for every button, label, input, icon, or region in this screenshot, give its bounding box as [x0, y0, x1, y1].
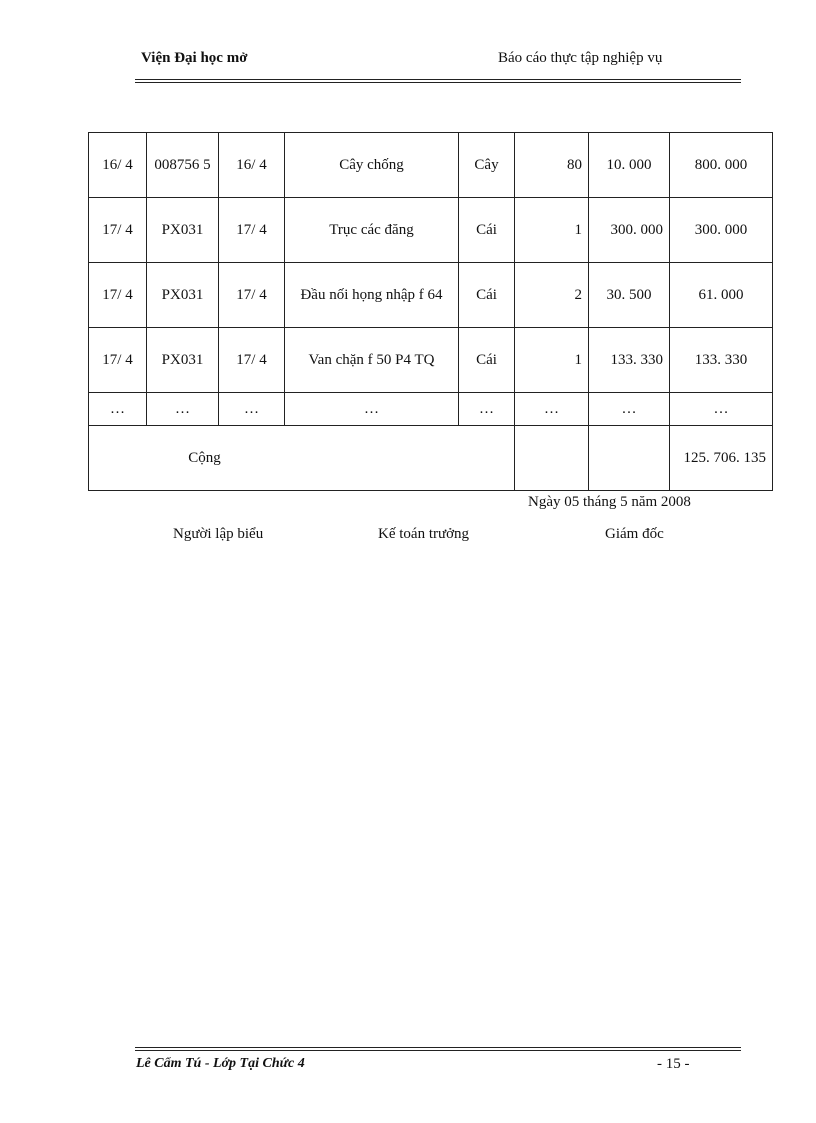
cell-unit-price: 30. 500: [589, 263, 670, 328]
signature-director: Giám đốc: [605, 526, 664, 542]
table-row: [89, 198, 773, 263]
total-amount: 125. 706. 135: [670, 426, 773, 491]
table-row: [89, 328, 773, 393]
page-number: - 15 -: [657, 1056, 690, 1072]
cell-unit-price: 300. 000: [589, 198, 670, 263]
cell-doc-number: PX031: [147, 328, 219, 393]
signing-date: Ngày 05 tháng 5 năm 2008: [528, 494, 691, 510]
footer-author: Lê Cẩm Tú - Lớp Tại Chức 4: [136, 1056, 305, 1071]
cell-quantity: 80: [515, 133, 589, 198]
footer-rule-top: [135, 1047, 741, 1048]
cell-date: 17/ 4: [89, 328, 147, 393]
cell-amount: 300. 000: [670, 198, 773, 263]
header-rule-bottom: [135, 82, 741, 83]
cell-item-name: Cây chống: [285, 133, 459, 198]
cell-amount: 800. 000: [670, 133, 773, 198]
cell-date: 17/ 4: [89, 263, 147, 328]
cell-quantity: 1: [515, 328, 589, 393]
cell-unit-price: 133. 330: [589, 328, 670, 393]
cell-doc-date: 17/ 4: [219, 328, 285, 393]
cell-date: 17/ 4: [89, 198, 147, 263]
table-row-ellipsis: [89, 393, 773, 426]
cell-doc-date: 16/ 4: [219, 133, 285, 198]
table-row: [89, 133, 773, 198]
cell-quantity: 2: [515, 263, 589, 328]
cell-doc-number: 008756 5: [147, 133, 219, 198]
cell-unit-price: …: [589, 393, 670, 426]
cell-doc-number: PX031: [147, 198, 219, 263]
cell-unit: Cái: [459, 198, 515, 263]
header-report-title: Báo cáo thực tập nghiệp vụ: [498, 50, 663, 66]
cell-date: 16/ 4: [89, 133, 147, 198]
cell-doc-number: …: [147, 393, 219, 426]
signature-chief-accountant: Kế toán trưởng: [378, 526, 470, 542]
cell-item-name: Van chặn f 50 P4 TQ: [285, 328, 459, 393]
cell-doc-number: PX031: [147, 263, 219, 328]
cell-unit: …: [459, 393, 515, 426]
cell-doc-date: 17/ 4: [219, 198, 285, 263]
header-rule-top: [135, 79, 741, 80]
total-label: Cộng: [89, 426, 515, 491]
cell-item-name: …: [285, 393, 459, 426]
cell-item-name: Đầu nối họng nhập f 64: [285, 263, 459, 328]
cell-unit-price: 10. 000: [589, 133, 670, 198]
table-row: [89, 263, 773, 328]
total-empty-price: [589, 426, 670, 491]
cell-date: …: [89, 393, 147, 426]
total-empty-quantity: [515, 426, 589, 491]
cell-quantity: 1: [515, 198, 589, 263]
cell-doc-date: 17/ 4: [219, 263, 285, 328]
cell-item-name: Trục các đăng: [285, 198, 459, 263]
table-total-row: [89, 426, 773, 491]
cell-amount: 133. 330: [670, 328, 773, 393]
cell-unit: Cái: [459, 263, 515, 328]
signature-preparer: Người lập biểu: [173, 526, 264, 542]
footer-rule-bottom: [135, 1050, 741, 1051]
cell-quantity: …: [515, 393, 589, 426]
cell-unit: Cái: [459, 328, 515, 393]
cell-amount: …: [670, 393, 773, 426]
cell-amount: 61. 000: [670, 263, 773, 328]
header-institution: Viện Đại học mở: [141, 50, 248, 66]
inventory-table: [88, 132, 773, 491]
cell-unit: Cây: [459, 133, 515, 198]
cell-doc-date: …: [219, 393, 285, 426]
